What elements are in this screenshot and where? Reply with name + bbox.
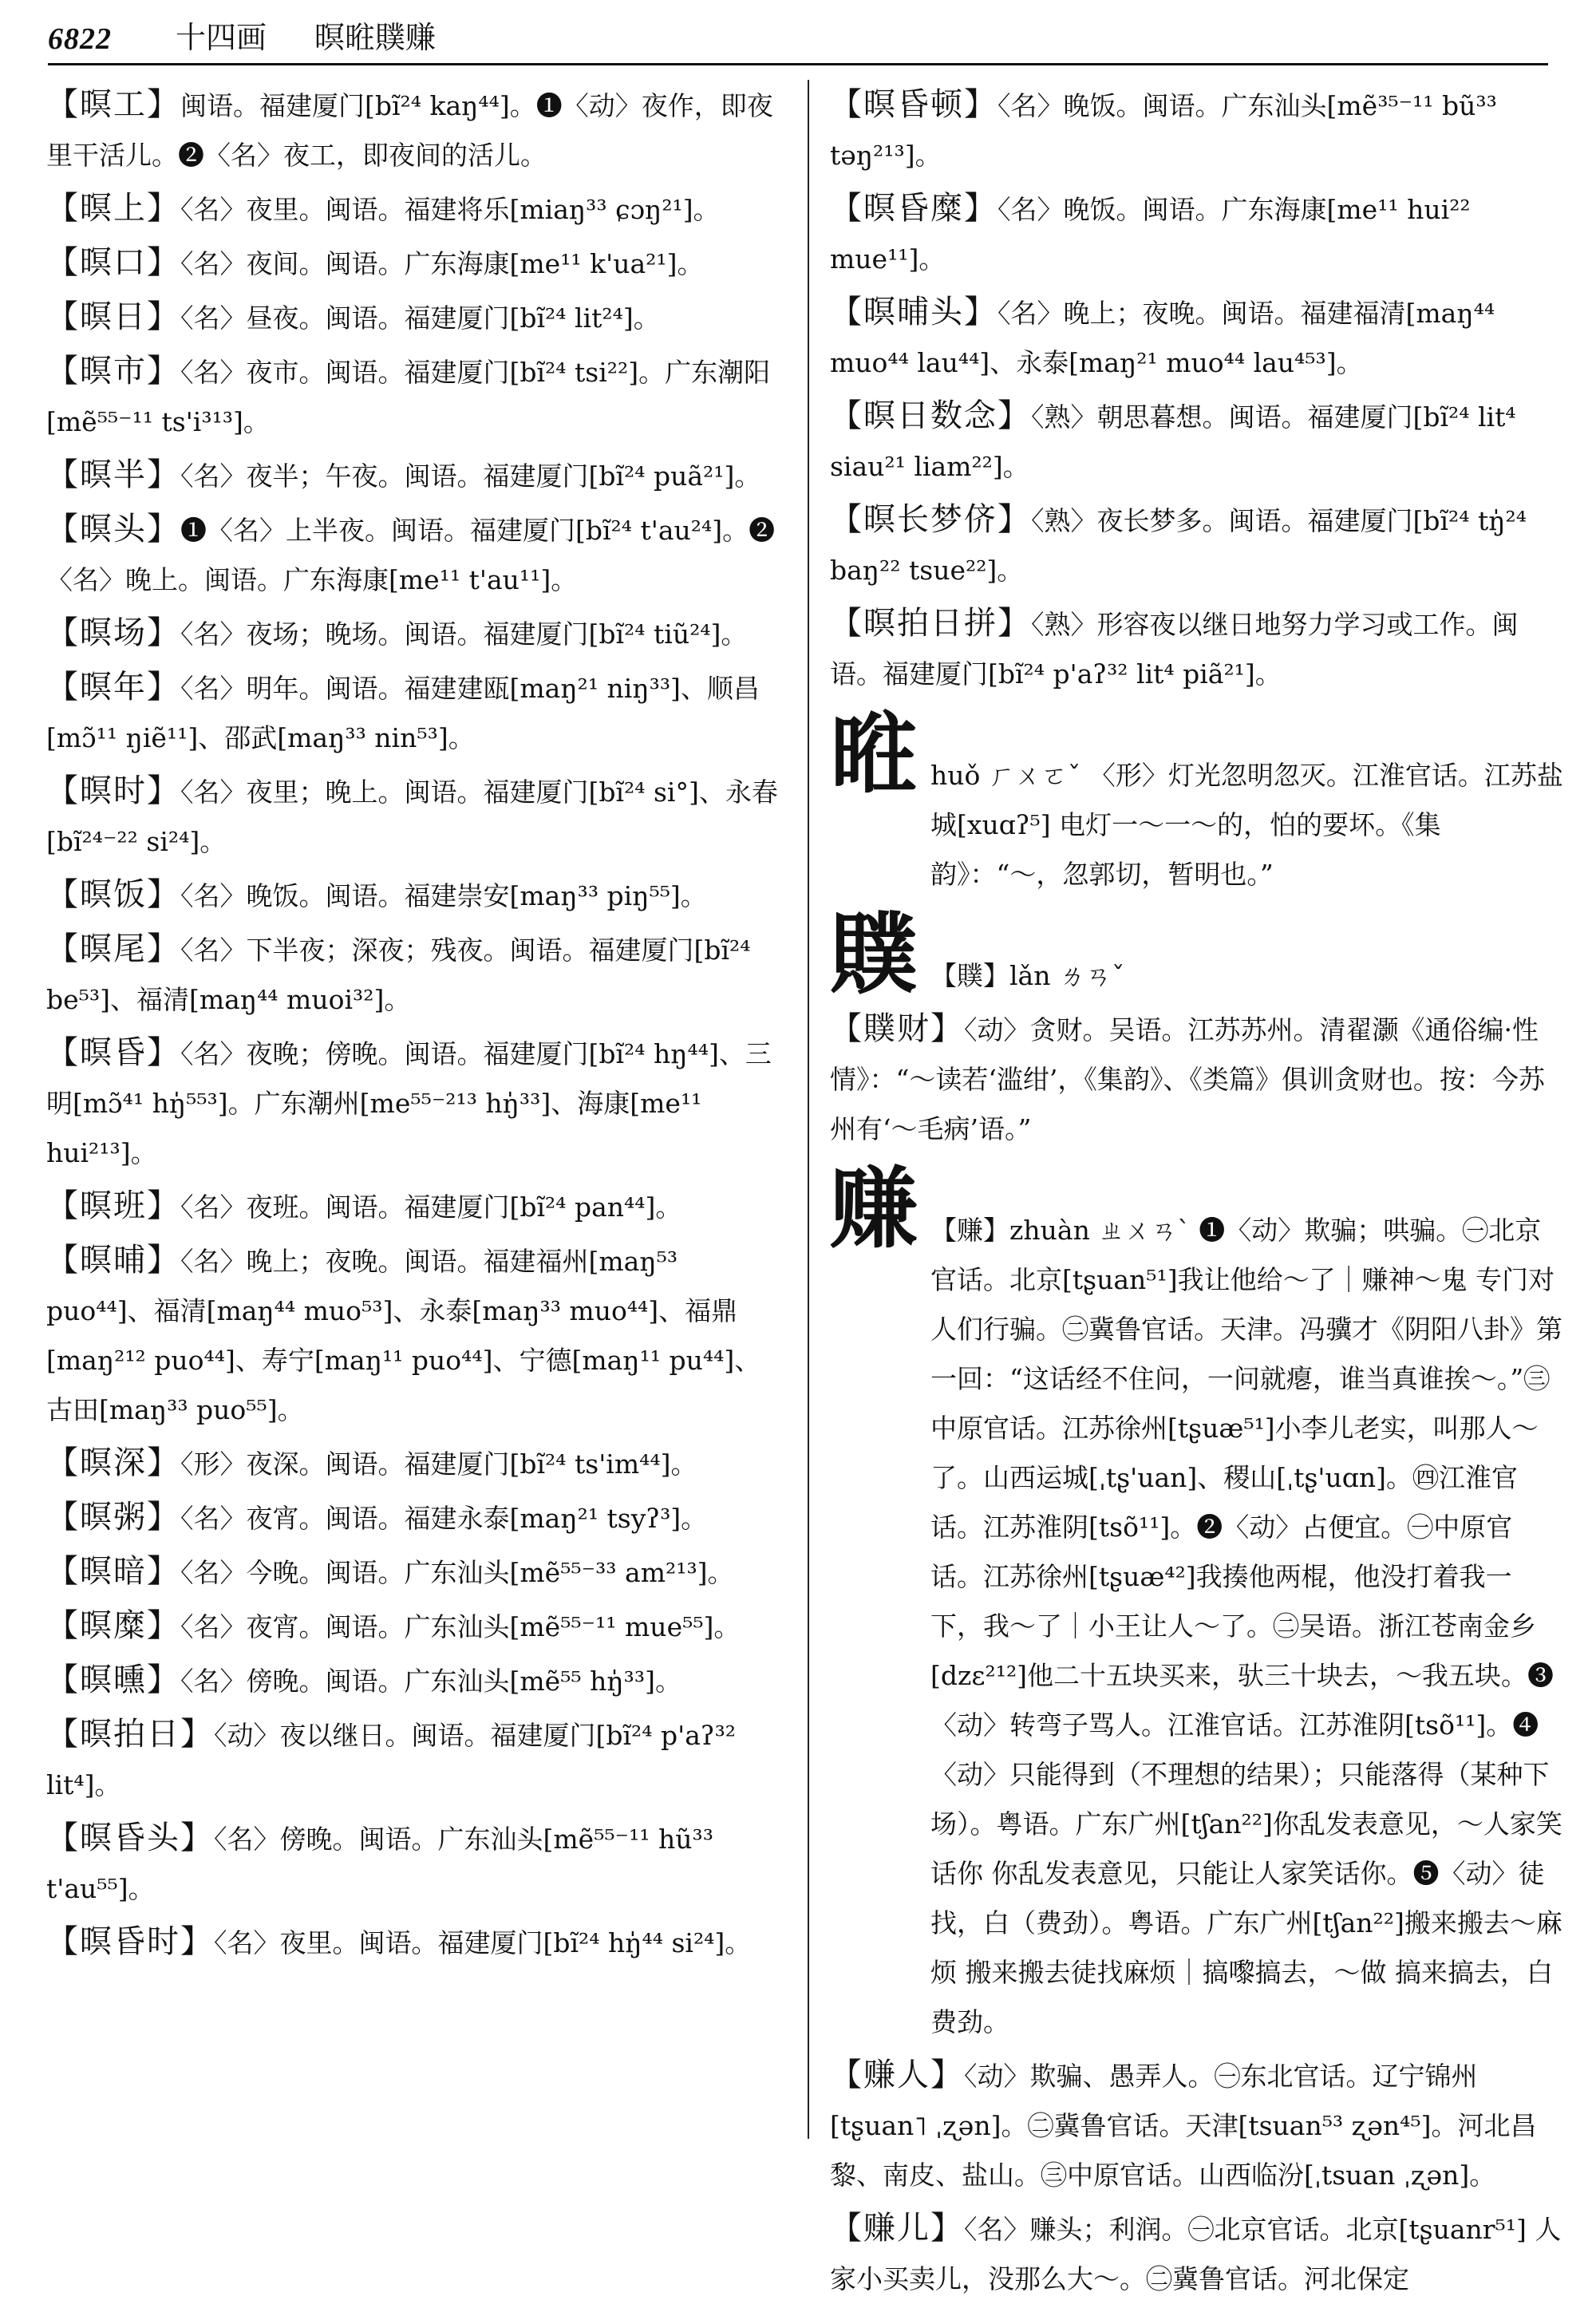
entry <box>46 1492 784 1543</box>
entry <box>830 495 1564 595</box>
entry <box>46 1601 784 1652</box>
entry <box>46 1547 784 1598</box>
definition: 〈名〉夜宵。闽语。广东汕头[mẽ⁵⁵⁻¹¹ mue⁵⁵]。 <box>180 1611 741 1642</box>
entry <box>46 1235 784 1435</box>
header-chars: 暝暀贌赚 <box>314 20 437 55</box>
headword: 【暝昏时】 <box>46 1923 214 1960</box>
definition: 〈熟〉形容夜以继日地努力学习或工作。闽语。福建厦门[bĩ²⁴ p'aʔ³² lit⁴ piã²¹]。 <box>830 609 1519 690</box>
entry <box>830 184 1564 284</box>
headword: 【暝晡头】 <box>830 294 998 330</box>
definition: 〈名〉下半夜；深夜；残夜。闽语。福建厦门[bĩ²⁴ be⁵³]、福清[maŋ⁴⁴ muoi³²]。 <box>46 935 751 1015</box>
definition: 〈名〉夜市。闽语。福建厦门[bĩ²⁴ tsi²²]。广东潮阳[mẽ⁵⁵⁻¹¹ ts'i³¹³]。 <box>46 357 771 437</box>
headword: 【暝市】 <box>46 353 180 389</box>
entry <box>46 184 784 235</box>
entry <box>46 346 784 447</box>
definition: 〈名〉晚上；夜晚。闽语。福建福州[maŋ⁵³ puo⁴⁴]、福清[maŋ⁴⁴ muo⁵³]、永泰[maŋ³³ muo⁴⁴]、福鼎[maŋ²¹² puo⁴⁴]、寿宁[maŋ¹¹ puo⁴⁴]、宁德[maŋ¹¹ pu⁴⁴]、古田[maŋ³³ puo⁵⁵]。 <box>46 1246 761 1425</box>
headword: 【暝昏头】 <box>46 1820 214 1856</box>
definition: 〈动〉欺骗、愚弄人。㊀东北官话。辽宁锦州[tʂuan˥ ˌʐən]。㊁冀鲁官话。天津[tsuan⁵³ ʐən⁴⁵]。河北昌黎、南皮、盐山。㊂中原官话。山西临汾[ˌtsuan ˌʐən]。 <box>830 2061 1537 2191</box>
definition: 〈名〉赚头；利润。㊀北京官话。北京[tʂuanr⁵¹] 人家小买卖儿，没那么大～。㊁冀鲁官话。河北保定 <box>830 2214 1562 2294</box>
entry <box>46 1181 784 1232</box>
column-divider <box>808 80 809 2139</box>
headword: 【赚儿】 <box>830 2210 964 2247</box>
definition: 〈名〉夜里；晚上。闽语。福建厦门[bĩ²⁴ si°]、永春[bĩ²⁴⁻²² si²⁴]。 <box>46 777 778 857</box>
headword: 【暝尾】 <box>46 931 180 967</box>
headword: 【暝饭】 <box>46 876 180 913</box>
entry <box>830 599 1564 699</box>
headword: 【暝拍日】 <box>46 1716 214 1753</box>
definition: 〈名〉夜里。闽语。福建厦门[bĩ²⁴ hŋ̍⁴⁴ si²⁴]。 <box>214 1927 752 1958</box>
char-reading: 【贌】lǎn ㄌㄢˇ <box>930 960 1125 991</box>
definition: 〈名〉夜场；晚场。闽语。福建厦门[bĩ²⁴ tiũ²⁴]。 <box>180 618 748 650</box>
definition: 〈名〉傍晚。闽语。广东汕头[mẽ⁵⁵ hŋ̍³³]。 <box>180 1666 681 1697</box>
definition: 〈动〉夜以继日。闽语。福建厦门[bĩ²⁴ p'aʔ³² lit⁴]。 <box>46 1720 737 1800</box>
definition: 〈名〉晚饭。闽语。福建崇安[maŋ³³ piŋ⁵⁵]。 <box>180 880 707 911</box>
entry <box>46 450 784 501</box>
definition: 闽语。福建厦门[bĩ²⁴ kaŋ⁴⁴]。❶〈动〉夜作，即夜里干活儿。❷〈名〉夜工，即夜间的活儿。 <box>46 90 773 171</box>
section-label: 十四画 <box>176 20 267 55</box>
definition: 〈名〉昼夜。闽语。福建厦门[bĩ²⁴ lit²⁴]。 <box>180 302 660 334</box>
entry <box>46 1655 784 1706</box>
big-headword: 赚 <box>830 1157 918 1260</box>
entry <box>46 1917 784 1968</box>
headword: 【暝年】 <box>46 669 180 705</box>
char-entry <box>830 1157 1564 2047</box>
definition: 〈熟〉夜长梦多。闽语。福建厦门[bĩ²⁴ tŋ̍²⁴ baŋ²² tsue²²]。 <box>830 505 1527 586</box>
definition: 〈名〉今晚。闽语。广东汕头[mẽ⁵⁵⁻³³ am²¹³]。 <box>180 1557 734 1588</box>
headword: 【赚人】 <box>830 2057 964 2093</box>
definition: 〈名〉夜间。闽语。广东海康[me¹¹ k'ua²¹]。 <box>180 248 704 279</box>
definition: 〈名〉夜班。闽语。福建厦门[bĩ²⁴ pan⁴⁴]。 <box>180 1192 682 1223</box>
entry <box>830 80 1564 180</box>
headword: 【暝昏糜】 <box>830 190 998 227</box>
entry <box>46 662 784 763</box>
char-entry <box>830 702 1564 899</box>
definition: 〈名〉晚饭。闽语。广东海康[me¹¹ hui²² mue¹¹]。 <box>830 194 1471 275</box>
headword: 【暝日】 <box>46 298 180 335</box>
headword: 【暝晡】 <box>46 1242 180 1278</box>
big-headword: 暀 <box>830 702 918 805</box>
headword: 【暝拍日拼】 <box>830 605 1031 642</box>
char-definition: 【赚】zhuàn ㄓㄨㄢˋ ❶〈动〉欺骗；哄骗。㊀北京官话。北京[tʂuan⁵¹]我让他给～了｜赚神～鬼 专门对人们行骗。㊁冀鲁官话。天津。冯骥才《阴阳八卦》第一回：“这话经不住问，一问就瘪，谁当真谁挨～。”㊂中原官话。江苏徐州[tʂuæ⁵¹]小李儿老实，叫那人～了。山西运城[ˌtʂ'uan]、稷山[ˌtʂ'uɑn]。㊃江淮官话。江苏淮阴[tsõ¹¹]。❷〈动〉占便宜。㊀中原官话。江苏徐州[tʂuæ⁴²]我揍他两棍，他没打着我一下，我～了｜小王让人～了。㊁吴语。浙江苍南金乡[dzɛ²¹²]他二十五块买来，驮三十块去，～我五块。❸〈动〉转弯子骂人。江淮官话。江苏淮阴[tsõ¹¹]。❹〈动〉只能得到（不理想的结果）；只能落得（某种下场）。粤语。广东广州[tʃan²²]你乱发表意见，～人家笑话你 你乱发表意见，只能让人家笑话你。❺〈动〉徒找，白（费劲）。粤语。广东广州[tʃan²²]搬来搬去～麻烦 搬来搬去徒找麻烦｜搞嚟搞去，～做 搞来搞去，白费劲。 <box>930 1215 1562 2037</box>
headword: 【暝糜】 <box>46 1607 180 1644</box>
headword: 【暝半】 <box>46 456 180 493</box>
big-headword: 贌 <box>830 903 918 1006</box>
page-header <box>48 18 1548 65</box>
char-definition: huǒ ㄏㄨㄛˇ 〈形〉灯光忽明忽灭。江淮官话。江苏盐城[xuɑʔ⁵] 电灯一～一～的，怕的要坏。《集韵》：“～，忽郭切，暂明也。” <box>930 760 1563 890</box>
headword: 【暝暗】 <box>46 1553 180 1590</box>
headword: 【暝日数念】 <box>830 397 1031 434</box>
entry <box>830 391 1564 492</box>
headword: 【暝班】 <box>46 1188 180 1224</box>
headword: 【暝曛】 <box>46 1662 180 1698</box>
entry <box>46 504 784 605</box>
entry <box>830 287 1564 388</box>
headword: 【暝粥】 <box>46 1499 180 1535</box>
definition: 〈形〉夜深。闽语。福建厦门[bĩ²⁴ ts'im⁴⁴]。 <box>180 1448 697 1480</box>
headword: 【暝口】 <box>46 244 180 281</box>
definition: 〈名〉夜里。闽语。福建将乐[miaŋ³³ ɕɔŋ²¹]。 <box>180 194 720 225</box>
headword: 【暝工】 <box>46 86 180 123</box>
headword: 【暝头】 <box>46 511 180 547</box>
definition: 〈名〉夜晚；傍晚。闽语。福建厦门[bĩ²⁴ hŋ⁴⁴]、三明[mɔ̃⁴¹ hŋ̍⁵⁵³]。广东潮州[me⁵⁵⁻²¹³ hŋ̍³³]、海康[me¹¹ hui²¹³]。 <box>46 1038 772 1168</box>
left-column <box>46 80 784 2139</box>
entry <box>46 292 784 343</box>
headword: 【暝时】 <box>46 773 180 809</box>
entry <box>46 1028 784 1178</box>
entry <box>46 766 784 867</box>
entry <box>830 2203 1564 2304</box>
definition: 〈熟〉朝思暮想。闽语。福建厦门[bĩ²⁴ lit⁴ siau²¹ liam²²]。 <box>830 401 1516 482</box>
entry <box>46 870 784 921</box>
headword: 【暝深】 <box>46 1444 180 1481</box>
definition: 〈名〉傍晚。闽语。广东汕头[mẽ⁵⁵⁻¹¹ hũ³³ t'au⁵⁵]。 <box>46 1824 713 1904</box>
headword: 【贌财】 <box>830 1010 964 1047</box>
right-column <box>830 80 1564 2294</box>
headword: 【暝昏顿】 <box>830 86 998 123</box>
definition: 〈动〉贪财。吴语。江苏苏州。清翟灏《通俗编·性情》：“～读若‘滥绀’，《集韵》、《类篇》俱训贪财也。按：今苏州有‘～毛病’语。” <box>830 1014 1545 1144</box>
definition: 〈名〉夜半；午夜。闽语。福建厦门[bĩ²⁴ puã²¹]。 <box>180 460 761 492</box>
definition: 〈名〉晚饭。闽语。广东汕头[mẽ³⁵⁻¹¹ bũ³³ təŋ²¹³]。 <box>830 90 1497 171</box>
headword: 【暝长梦侪】 <box>830 501 1031 538</box>
definition: 〈名〉明年。闽语。福建建瓯[maŋ²¹ niŋ³³]、顺昌[mɔ̃¹¹ ŋiẽ¹¹]、邵武[maŋ³³ nin⁵³]。 <box>46 673 760 753</box>
char-entry <box>830 903 1564 1006</box>
entry <box>830 2050 1564 2200</box>
entry <box>46 608 784 659</box>
headword: 【暝场】 <box>46 615 180 651</box>
page-number: 6822 <box>48 22 112 56</box>
definition: ❶〈名〉上半夜。闽语。福建厦门[bĩ²⁴ t'au²⁴]。❷〈名〉晚上。闽语。广东海康[me¹¹ t'au¹¹]。 <box>46 515 776 595</box>
entry <box>46 238 784 289</box>
entry <box>830 1004 1564 1154</box>
entry <box>46 1438 784 1489</box>
entry <box>46 924 784 1025</box>
definition: 〈名〉夜宵。闽语。福建永泰[maŋ²¹ tsyʔ³]。 <box>180 1503 708 1534</box>
entry <box>46 80 784 180</box>
headword: 【暝昏】 <box>46 1034 180 1071</box>
definition: 〈名〉晚上；夜晚。闽语。福建福清[maŋ⁴⁴ muo⁴⁴ lau⁴⁴]、永泰[maŋ²¹ muo⁴⁴ lau⁴⁵³]。 <box>830 298 1495 378</box>
entry <box>46 1709 784 1810</box>
headword: 【暝上】 <box>46 190 180 227</box>
entry <box>46 1813 784 1914</box>
